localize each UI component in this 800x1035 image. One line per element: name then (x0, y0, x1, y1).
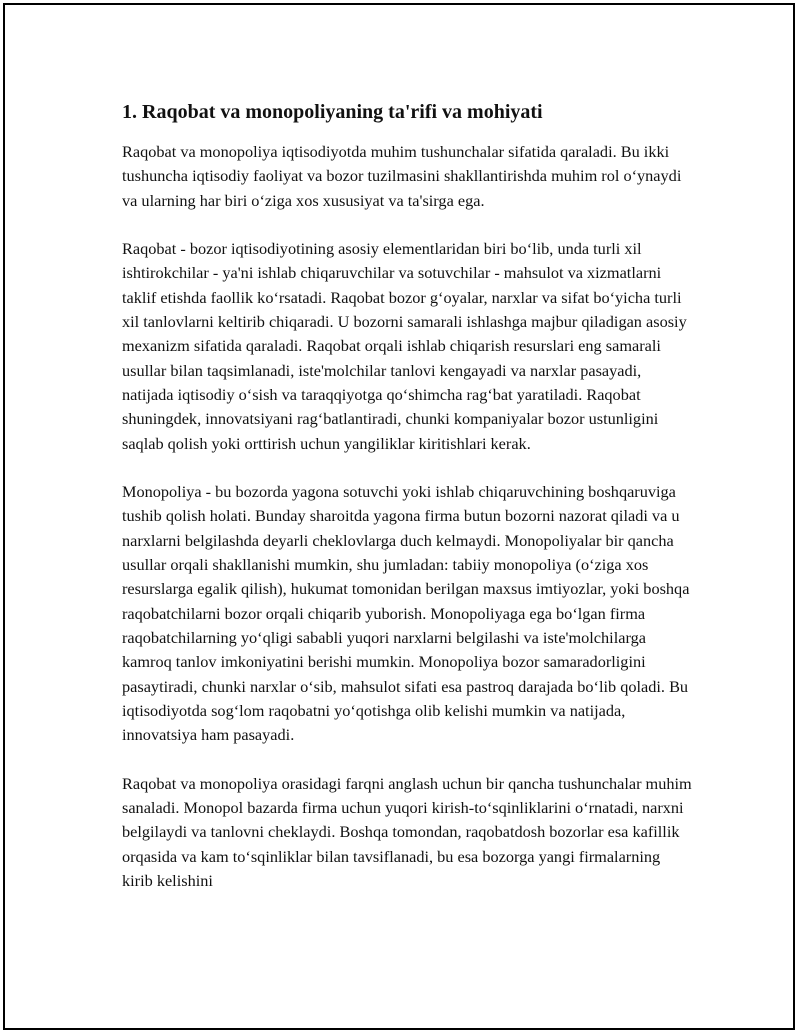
paragraph-intro: Raqobat va monopoliya iqtisodiyotda muhim tushunchalar sifatida qaraladi. Bu ikki tushuncha iqtisodiy faoliyat va bozor tuzilmasini shakllantirishda muhim rol o‘ynaydi va ularning har biri o‘ziga xos xususiyat va ta'sirga ega. (122, 142, 682, 210)
document-page (4, 4, 794, 1029)
paragraph-competition: Raqobat - bozor iqtisodiyotining asosiy elementlaridan biri bo‘lib, unda turli xil ishtirokchilar - ya'ni ishlab chiqaruvchilar va sotuvchilar - mahsulot va xizmatlarni taklif etishda faollik ko‘rsatadi. Raqobat bozor g‘oyalar, narxlar va sifat bo‘yicha turli xil tanlovlarni keltirib chiqaradi. U bozorni samarali ishlashga majbur qiladigan asosiy mexanizm sifatida qaraladi. Raqobat orqali ishlab chiqarish resurslari eng samarali usullar bilan taqsimlanadi, iste'molchilar tanlovi kengayadi va narxlar pasayadi, natijada iqtisodiy o‘sish va taraqqiyotga qo‘shimcha rag‘bat yaratiladi. Raqobat shuningdek, innovatsiyani rag‘batlantiradi, chunki kompaniyalar bozor ustunligini saqlab qolish yoki orttirish uchun yangiliklar kiritishlari kerak. (122, 239, 687, 453)
section-heading: 1. Raqobat va monopoliyaning ta'rifi va mohiyati (122, 101, 543, 123)
document-body (122, 98, 692, 918)
paragraph-monopoly: Monopoliya - bu bozorda yagona sotuvchi yoki ishlab chiqaruvchining boshqaruviga tushib qolish holati. Bunday sharoitda yagona firma butun bozorni nazorat qiladi va u narxlarni belgilashda deyarli cheklovlarga duch kelmaydi. Monopoliyalar bir qancha usullar orqali shakllanishi mumkin, shu jumladan: tabiiy monopoliya (o‘ziga xos resurslarga egalik qilish), hukumat tomonidan berilgan maxsus imtiyozlar, yoki boshqa raqobatchilarni bozor orqali chiqarib yuborish. Monopoliyaga ega bo‘lgan firma raqobatchilarning yo‘qligi sababli yuqori narxlarni belgilashi va iste'molchilarga kamroq tanlov imkoniyatini berishi mumkin. Monopoliya bozor samaradorligini pasaytiradi, chunki narxlar o‘sib, mahsulot sifati esa pastroq darajada bo‘lib qoladi. Bu iqtisodiyotda sog‘lom raqobatni yo‘qotishga olib kelishi mumkin va natijada, innovatsiya ham pasayadi. (122, 482, 690, 745)
paragraph-difference: Raqobat va monopoliya orasidagi farqni anglash uchun bir qancha tushunchalar muhim sanaladi. Monopol bazarda firma uchun yuqori kirish-to‘sqinliklarini o‘rnatadi, narxni belgilaydi va tanlovni cheklaydi. Boshqa tomondan, raqobatdosh bozorlar esa kafillik orqasida va kam to‘sqinliklar bilan tavsiflanadi, bu esa bozorga yangi firmalarning kirib kelishini (122, 773, 692, 890)
